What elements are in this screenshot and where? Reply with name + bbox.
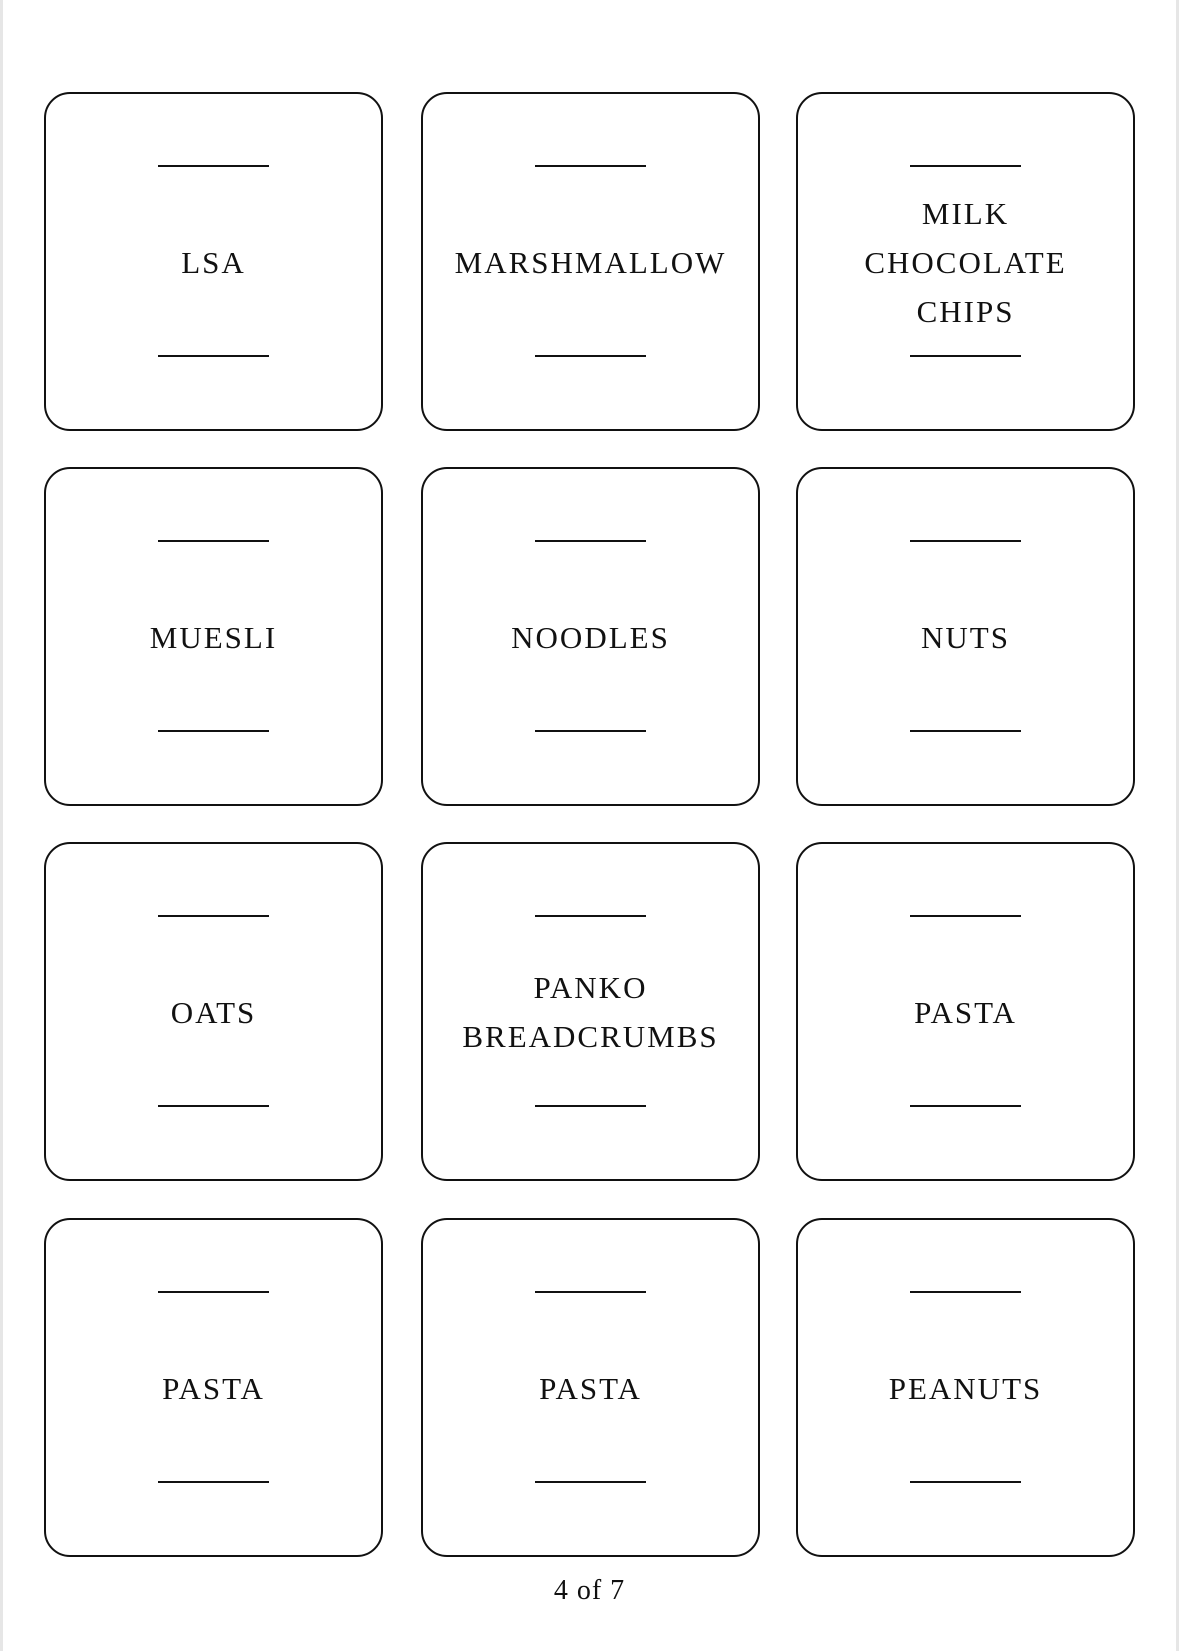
label-text: LSA — [181, 244, 246, 280]
label-card — [796, 842, 1135, 1181]
page-number: 4 of 7 — [553, 1575, 626, 1606]
label-text: PASTA — [539, 1370, 642, 1406]
label-text: MILK CHOCOLATE CHIPS — [864, 195, 1067, 329]
write-line-bottom — [535, 1481, 646, 1483]
write-line-bottom — [910, 1105, 1021, 1107]
write-line-top — [158, 915, 269, 917]
label-card — [44, 1218, 383, 1557]
label-card — [421, 842, 760, 1181]
page-edge-left — [0, 0, 3, 1651]
label-text: PASTA — [914, 994, 1017, 1030]
label-card — [796, 467, 1135, 806]
write-line-bottom — [535, 1105, 646, 1107]
write-line-top — [910, 165, 1021, 167]
write-line-top — [158, 540, 269, 542]
write-line-bottom — [910, 355, 1021, 357]
write-line-bottom — [910, 730, 1021, 732]
label-card — [796, 92, 1135, 431]
write-line-top — [158, 165, 269, 167]
label-text: NUTS — [921, 619, 1010, 655]
write-line-bottom — [158, 355, 269, 357]
label-text: OATS — [170, 994, 257, 1030]
write-line-bottom — [535, 730, 646, 732]
write-line-bottom — [158, 1481, 269, 1483]
label-text: PANKO BREADCRUMBS — [462, 970, 719, 1054]
write-line-bottom — [158, 730, 269, 732]
label-text: MUESLI — [149, 619, 278, 655]
label-text: PEANUTS — [888, 1370, 1043, 1406]
write-line-top — [535, 1291, 646, 1293]
label-card — [421, 467, 760, 806]
label-card — [44, 842, 383, 1181]
label-card — [44, 92, 383, 431]
write-line-top — [158, 1291, 269, 1293]
label-text: NOODLES — [511, 619, 670, 655]
label-card — [44, 467, 383, 806]
write-line-top — [910, 1291, 1021, 1293]
write-line-bottom — [535, 355, 646, 357]
write-line-bottom — [910, 1481, 1021, 1483]
write-line-top — [910, 540, 1021, 542]
label-card — [421, 1218, 760, 1557]
label-card — [796, 1218, 1135, 1557]
label-text: PASTA — [162, 1370, 265, 1406]
write-line-top — [535, 540, 646, 542]
write-line-top — [535, 915, 646, 917]
write-line-bottom — [158, 1105, 269, 1107]
write-line-top — [910, 915, 1021, 917]
label-text: MARSHMALLOW — [454, 244, 727, 280]
write-line-top — [535, 165, 646, 167]
label-card — [421, 92, 760, 431]
